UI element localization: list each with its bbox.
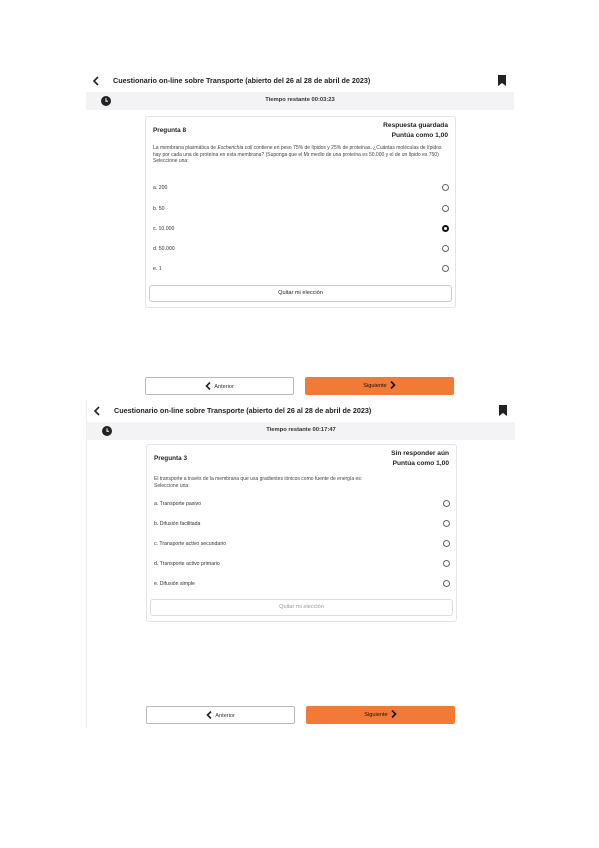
option-label: d. Transporte activo primario: [154, 561, 220, 567]
question-number: Pregunta 8: [153, 127, 187, 134]
question-text-line: El transporte a través de la membrana que usa gradientes iónicos como fuente de energía es:: [154, 476, 363, 482]
option-label: c. 10.000: [153, 226, 175, 232]
radio-button[interactable]: [442, 265, 449, 272]
radio-button[interactable]: [443, 520, 450, 527]
answer-option-d[interactable]: [154, 558, 450, 570]
next-button-content: [306, 710, 455, 718]
question-card: [145, 116, 456, 308]
option-label: a. Transporte pasivo: [154, 501, 202, 507]
select-prompt: Seleccione una:: [154, 482, 190, 489]
answer-option-b[interactable]: [153, 203, 449, 215]
back-chevron-icon[interactable]: [92, 76, 100, 86]
quiz-screen-question-3: [86, 400, 515, 728]
previous-button[interactable]: [145, 377, 294, 395]
time-remaining: Tiempo restante 00:03:23: [265, 97, 335, 103]
score-text: Puntúa como 1,00: [391, 131, 448, 139]
back-chevron-icon[interactable]: [93, 406, 101, 416]
quiz-screen-question-8: [86, 70, 514, 400]
species-name: Escherichia coli: [217, 145, 253, 151]
question-number: Pregunta 3: [154, 455, 188, 462]
radio-button[interactable]: [443, 540, 450, 547]
quiz-title: Cuestionario on-line sobre Transporte (abierto del 26 al 28 de abril de 2023): [114, 406, 372, 415]
previous-button-content: [146, 382, 293, 390]
chevron-left-icon: [206, 711, 212, 719]
question-text-part: La membrana plasmática de: [153, 145, 218, 151]
top-bar: [87, 400, 515, 422]
timer-bar: [87, 422, 515, 440]
option-label: e. 1: [153, 266, 162, 272]
question-text-part: contiene en peso 75% de lípidos y 25% de proteínas. ¿Cuántas moléculas de lípidos hay por cada una de proteína en esta membrana? (Suponga que el Mr medio de una proteína es 50.000 y el de un lípido es 750): [153, 145, 442, 158]
answer-option-a[interactable]: [154, 498, 450, 510]
option-label: b. 50: [153, 206, 165, 212]
next-label: Siguiente: [363, 383, 387, 389]
chevron-left-icon: [205, 382, 211, 390]
question-card: [146, 444, 457, 622]
clear-choice-button[interactable]: Quitar mi elección: [150, 599, 453, 616]
question-status: [391, 449, 449, 468]
time-remaining: Tiempo restante 00:17:47: [266, 427, 336, 433]
previous-button-content: [147, 711, 294, 719]
previous-label: Anterior: [215, 713, 235, 719]
radio-button[interactable]: [442, 205, 449, 212]
next-button[interactable]: [305, 377, 454, 395]
radio-button[interactable]: [443, 580, 450, 587]
select-prompt: Seleccione una:: [153, 158, 189, 164]
next-button[interactable]: [306, 706, 455, 724]
status-text: Respuesta guardada: [383, 122, 448, 129]
radio-button[interactable]: [442, 245, 449, 252]
bookmark-icon[interactable]: [498, 75, 506, 86]
option-label: d. 50.000: [153, 246, 175, 252]
question-text: [153, 145, 449, 165]
status-text: Sin responder aún: [391, 450, 449, 457]
option-label: c. Transporte activo secundario: [154, 541, 227, 547]
answer-option-d[interactable]: [153, 243, 449, 255]
radio-button[interactable]: [443, 560, 450, 567]
top-bar: [86, 70, 514, 92]
answer-option-e[interactable]: [154, 578, 450, 590]
previous-button[interactable]: [146, 706, 295, 724]
radio-button[interactable]: [442, 184, 449, 191]
timer-bar: [86, 92, 514, 110]
next-label: Siguiente: [364, 712, 388, 718]
question-text: [154, 476, 450, 489]
radio-button-selected[interactable]: [442, 225, 449, 232]
score-text: Puntúa como 1,00: [392, 459, 449, 467]
option-label: e. Difusión simple: [154, 581, 195, 587]
quiz-title: Cuestionario on-line sobre Transporte (abierto del 26 al 28 de abril de 2023): [113, 76, 371, 85]
previous-label: Anterior: [214, 384, 234, 390]
chevron-right-icon: [391, 710, 397, 718]
answer-option-e[interactable]: [153, 263, 449, 275]
chevron-right-icon: [390, 381, 396, 389]
question-status: [383, 121, 448, 140]
answer-option-c[interactable]: [153, 223, 449, 235]
radio-button[interactable]: [443, 500, 450, 507]
bookmark-icon[interactable]: [499, 405, 507, 416]
next-button-content: [305, 381, 454, 389]
answer-option-a[interactable]: [153, 182, 449, 194]
option-label: b. Difusión facilitada: [154, 521, 201, 527]
answer-option-c[interactable]: [154, 538, 450, 550]
option-label: a. 200: [153, 185, 168, 191]
answer-option-b[interactable]: [154, 518, 450, 530]
clear-choice-button[interactable]: Quitar mi elección: [149, 285, 452, 302]
